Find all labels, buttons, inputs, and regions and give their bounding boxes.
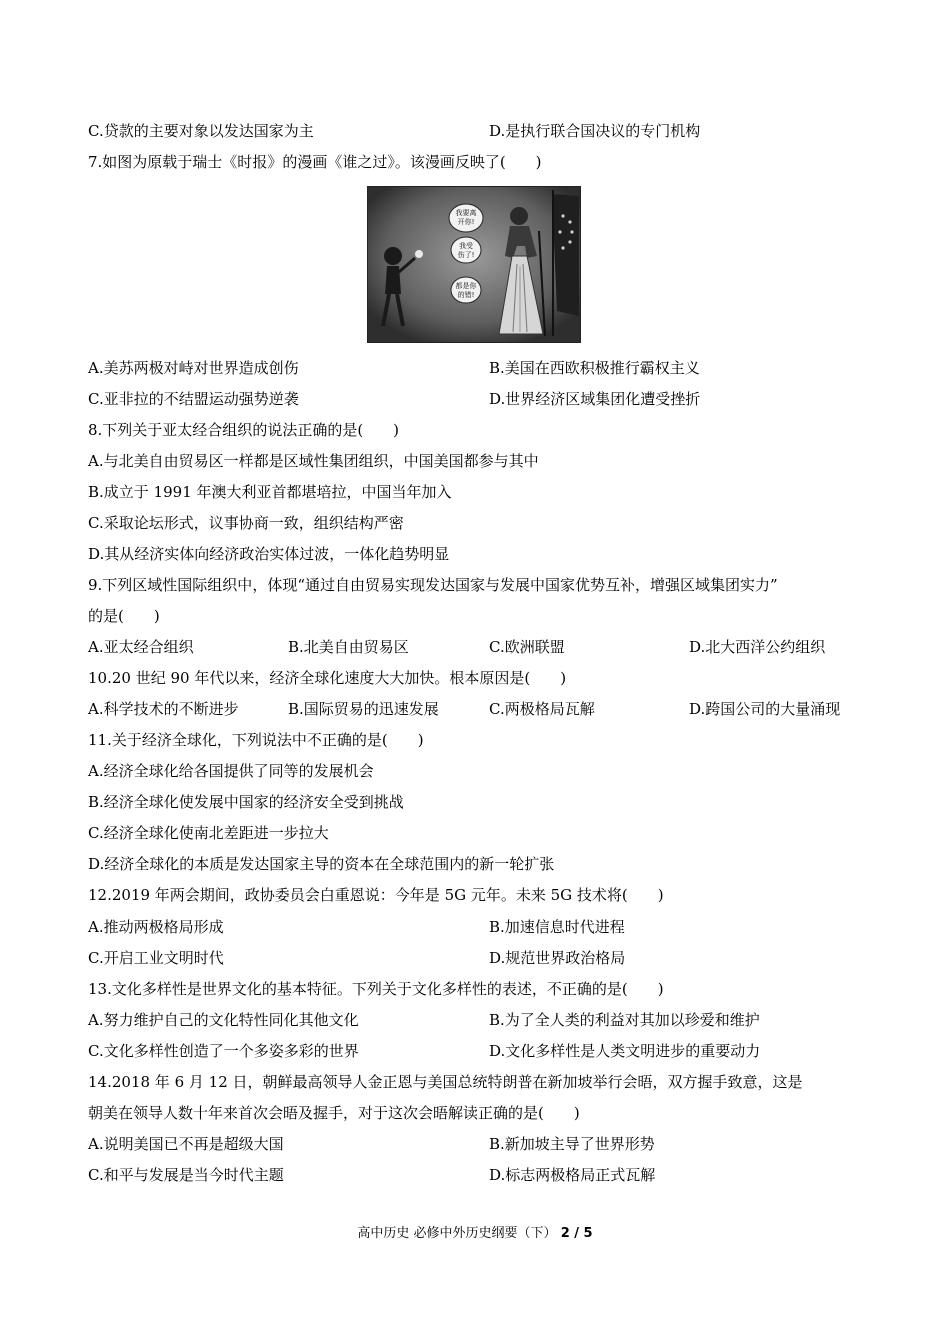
q7-option-a: A.美苏两极对峙对世界造成创伤 — [88, 359, 299, 377]
q13-option-d: D.文化多样性是人类文明进步的重要动力 — [489, 1042, 761, 1060]
q11-option-a: A.经济全球化给各国提供了同等的发展机会 — [88, 762, 374, 780]
cartoon-image — [367, 186, 581, 343]
q14-option-b: B.新加坡主导了世界形势 — [489, 1135, 655, 1153]
q8-option-a: A.与北美自由贸易区一样都是区域性集团组织，中国美国都参与其中 — [88, 452, 539, 470]
q13-option-c: C.文化多样性创造了一个多姿多彩的世界 — [88, 1042, 359, 1060]
q7-option-b: B.美国在西欧积极推行霸权主义 — [489, 359, 700, 377]
q7-stem: 7.如图为原载于瑞士《时报》的漫画《谁之过》。该漫画反映了( ) — [88, 153, 542, 171]
page-number: 2 / 5 — [560, 1226, 593, 1241]
svg-text:都是你: 都是你 — [455, 282, 477, 290]
speech-bubble-1 — [449, 204, 483, 232]
svg-text:我受: 我受 — [459, 242, 473, 250]
q9-option-d: D.北大西洋公约组织 — [689, 638, 826, 656]
q9-option-a: A.亚太经合组织 — [88, 638, 194, 656]
q8-option-d: D.其从经济实体向经济政治实体过波，一体化趋势明显 — [88, 545, 450, 563]
q8-stem: 8.下列关于亚太经合组织的说法正确的是( ) — [88, 421, 400, 439]
q11-stem: 11.关于经济全球化，下列说法中不正确的是( ) — [88, 731, 424, 749]
q12-option-c: C.开启工业文明时代 — [88, 949, 224, 967]
q14-stem-line2: 朝美在领导人数十年来首次会晤及握手，对于这次会晤解读正确的是( ) — [88, 1104, 580, 1122]
svg-text:我要离: 我要离 — [455, 209, 477, 217]
q14-option-c: C.和平与发展是当今时代主题 — [88, 1166, 284, 1184]
q13-option-a: A.努力维护自己的文化特性同化其他文化 — [88, 1011, 359, 1029]
q12-stem: 12.2019 年两会期间，政协委员会白重恩说：今年是 5G 元年。未来 5G 技术将( ) — [88, 886, 664, 904]
q10-option-c: C.两极格局瓦解 — [489, 700, 595, 718]
q10-option-d: D.跨国公司的大量涌现 — [689, 700, 841, 718]
q14-option-d: D.标志两极格局正式瓦解 — [489, 1166, 656, 1184]
page-footer — [0, 1225, 950, 1243]
q10-stem: 10.20 世纪 90 年代以来，经济全球化速度大大加快。根本原因是( ) — [88, 669, 567, 687]
q6-option-c: C.贷款的主要对象以发达国家为主 — [88, 122, 314, 140]
q8-option-c: C.采取论坛形式，议事协商一致，组织结构严密 — [88, 514, 404, 532]
q9-stem-line1: 9.下列区域性国际组织中，体现“通过自由贸易实现发达国家与发展中国家优势互补，增强区域集团实力” — [88, 576, 778, 594]
q14-stem-line1: 14.2018 年 6 月 12 日，朝鲜最高领导人金正恩与美国总统特朗普在新加坡举行会晤，双方握手致意，这是 — [88, 1073, 803, 1091]
svg-text:开你!: 开你! — [457, 218, 475, 226]
q9-option-b: B.北美自由贸易区 — [288, 638, 409, 656]
q9-option-c: C.欧洲联盟 — [489, 638, 565, 656]
q7-option-c: C.亚非拉的不结盟运动强势逆袭 — [88, 390, 299, 408]
speech-bubble-3 — [451, 277, 481, 303]
q13-option-b: B.为了全人类的利益对其加以珍爱和维护 — [489, 1011, 760, 1029]
q12-option-a: A.推动两极格局形成 — [88, 918, 224, 936]
q11-option-c: C.经济全球化使南北差距进一步拉大 — [88, 824, 329, 842]
q12-option-d: D.规范世界政治格局 — [489, 949, 626, 967]
q13-stem: 13.文化多样性是世界文化的基本特征。下列关于文化多样性的表述，不正确的是( ) — [88, 980, 664, 998]
q12-option-b: B.加速信息时代进程 — [489, 918, 625, 936]
q10-option-b: B.国际贸易的迅速发展 — [288, 700, 439, 718]
q9-stem-line2: 的是( ) — [88, 607, 160, 625]
footer-title: 高中历史 必修中外历史纲要（下） — [357, 1226, 561, 1241]
q11-option-d: D.经济全球化的本质是发达国家主导的资本在全球范围内的新一轮扩张 — [88, 855, 555, 873]
q8-option-b: B.成立于 1991 年澳大利亚首都堪培拉，中国当年加入 — [88, 483, 452, 501]
svg-text:伤了!: 伤了! — [457, 251, 475, 259]
q11-option-b: B.经济全球化使发展中国家的经济安全受到挑战 — [88, 793, 404, 811]
q14-option-a: A.说明美国已不再是超级大国 — [88, 1135, 284, 1153]
svg-text:的错!: 的错! — [457, 291, 475, 299]
speech-bubble-2 — [451, 237, 481, 263]
q10-option-a: A.科学技术的不断进步 — [88, 700, 239, 718]
q6-option-d: D.是执行联合国决议的专门机构 — [489, 122, 701, 140]
q7-option-d: D.世界经济区域集团化遭受挫折 — [489, 390, 701, 408]
